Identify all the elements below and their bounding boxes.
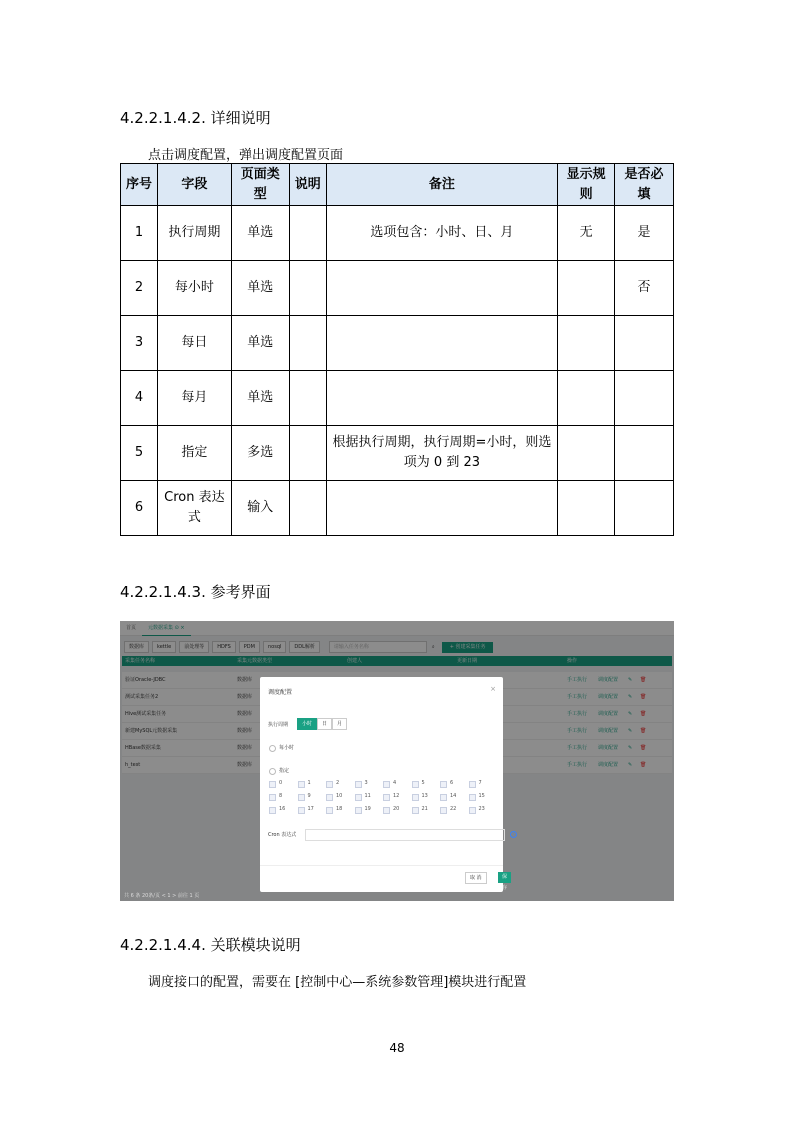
manual-run-link[interactable]: 手工执行 xyxy=(567,728,588,734)
hour-checkbox-label: 12 xyxy=(393,793,400,799)
manual-run-link[interactable]: 手工执行 xyxy=(567,711,588,717)
cell: Cron 表达式 xyxy=(157,481,231,536)
cell: 单选 xyxy=(231,206,289,261)
toolbar-button[interactable]: PDM xyxy=(239,641,260,653)
cell: 每月 xyxy=(157,371,231,426)
hour-checkbox[interactable] xyxy=(269,781,276,788)
column-header: 操作 xyxy=(567,658,578,664)
header-cell: 序号 xyxy=(121,164,158,206)
manual-run-link[interactable]: 手工执行 xyxy=(567,745,588,751)
hour-checkbox[interactable] xyxy=(469,781,476,788)
edit-icon[interactable]: ✎ xyxy=(628,694,633,700)
column-header: 采集元数据类型 xyxy=(237,658,273,664)
schedule-config-link[interactable]: 调度配置 xyxy=(598,694,619,700)
delete-icon[interactable]: 🗑 xyxy=(640,711,647,717)
task-type: 数据库 xyxy=(237,728,253,734)
page-number: 48 xyxy=(389,1041,405,1055)
hour-checkbox[interactable] xyxy=(469,794,476,801)
task-type: 数据库 xyxy=(237,694,253,700)
specify-label: 指定 xyxy=(279,768,290,774)
hour-checkbox[interactable] xyxy=(440,794,447,801)
hourly-label: 每小时 xyxy=(279,745,295,751)
hour-checkbox-label: 9 xyxy=(307,793,311,799)
hour-checkbox-label: 5 xyxy=(421,780,425,786)
hour-checkbox[interactable] xyxy=(326,807,333,814)
cell: 无 xyxy=(558,206,615,261)
task-type: 数据库 xyxy=(237,762,253,768)
cell: 多选 xyxy=(231,426,289,481)
hour-checkbox[interactable] xyxy=(298,781,305,788)
period-selector xyxy=(297,718,347,730)
tab-metadata-collection[interactable]: 元数据采集 ⊙ × xyxy=(142,621,191,636)
hour-checkbox[interactable] xyxy=(298,794,305,801)
table-row xyxy=(121,261,674,316)
hour-checkbox[interactable] xyxy=(355,781,362,788)
hour-checkbox[interactable] xyxy=(298,807,305,814)
dialog-divider xyxy=(260,865,503,866)
edit-icon[interactable]: ✎ xyxy=(628,762,633,768)
toolbar-button[interactable]: kettle xyxy=(152,641,176,653)
delete-icon[interactable]: 🗑 xyxy=(640,762,647,768)
section-heading-related: 4.2.2.1.4.4. 关联模块说明 xyxy=(120,936,301,954)
schedule-config-dialog xyxy=(260,677,515,892)
task-name: HBase数据采集 xyxy=(125,745,161,751)
cell xyxy=(289,206,326,261)
cell: 输入 xyxy=(231,481,289,536)
reference-screenshot xyxy=(120,621,674,901)
hour-checkbox-label: 2 xyxy=(336,780,340,786)
schedule-config-link[interactable]: 调度配置 xyxy=(598,745,619,751)
cell xyxy=(326,316,557,371)
task-name: 新建MySQL元数据采集 xyxy=(125,728,178,734)
toolbar-button[interactable]: DDL解析 xyxy=(289,641,320,653)
cell xyxy=(289,426,326,481)
cell: 根据执行周期，执行周期=小时，则选项为 0 到 23 xyxy=(326,426,557,481)
hour-checkbox-label: 10 xyxy=(336,793,343,799)
cell: 是 xyxy=(615,206,674,261)
hour-checkbox[interactable] xyxy=(326,781,333,788)
hour-checkbox-label: 14 xyxy=(450,793,457,799)
cell xyxy=(558,426,615,481)
cell xyxy=(615,371,674,426)
cell xyxy=(558,481,615,536)
hour-checkbox[interactable] xyxy=(412,794,419,801)
hour-checkbox-label: 18 xyxy=(336,806,343,812)
hour-checkbox[interactable] xyxy=(355,807,362,814)
delete-icon[interactable]: 🗑 xyxy=(640,728,647,734)
cell xyxy=(289,481,326,536)
hour-checkbox-label: 19 xyxy=(364,806,371,812)
tab-home[interactable]: 首页 xyxy=(126,625,137,631)
table-row xyxy=(121,371,674,426)
section-heading-detail: 4.2.2.1.4.2. 详细说明 xyxy=(120,109,271,127)
intro-text: 点击调度配置，弹出调度配置页面 xyxy=(148,148,344,163)
hour-checkbox-label: 23 xyxy=(478,806,485,812)
header-cell: 说明 xyxy=(289,164,326,206)
section-heading-reference: 4.2.2.1.4.3. 参考界面 xyxy=(120,583,271,601)
hour-checkbox-label: 13 xyxy=(421,793,428,799)
header-cell: 字段 xyxy=(157,164,231,206)
cell xyxy=(326,481,557,536)
search-icon[interactable]: ⌕ xyxy=(431,644,435,650)
hour-checkbox[interactable] xyxy=(269,794,276,801)
schedule-config-link[interactable]: 调度配置 xyxy=(598,677,619,683)
hourly-radio[interactable] xyxy=(269,745,276,752)
create-task-button[interactable]: + 创建采集任务 xyxy=(442,642,494,653)
header-cell: 是否必填 xyxy=(615,164,674,206)
specify-radio[interactable] xyxy=(269,768,276,775)
delete-icon[interactable]: 🗑 xyxy=(640,677,647,683)
hour-checkbox-label: 0 xyxy=(279,780,283,786)
manual-run-link[interactable]: 手工执行 xyxy=(567,694,588,700)
delete-icon[interactable]: 🗑 xyxy=(640,745,647,751)
hour-checkbox[interactable] xyxy=(383,807,390,814)
task-type: 数据库 xyxy=(237,677,253,683)
cell: 6 xyxy=(121,481,158,536)
cell xyxy=(289,316,326,371)
hour-checkbox[interactable] xyxy=(383,781,390,788)
cell xyxy=(558,316,615,371)
period-option-day[interactable]: 日 xyxy=(317,718,332,730)
cell: 执行周期 xyxy=(157,206,231,261)
hour-checkbox[interactable] xyxy=(440,807,447,814)
hour-checkbox[interactable] xyxy=(412,807,419,814)
period-option-month[interactable]: 月 xyxy=(332,718,347,730)
field-spec-table xyxy=(120,163,674,536)
hour-checkbox-label: 6 xyxy=(450,780,454,786)
cron-label: Cron 表达式 xyxy=(268,832,297,838)
table-row xyxy=(121,206,674,261)
toolbar-button[interactable]: HDFS xyxy=(212,641,236,653)
cell: 3 xyxy=(121,316,158,371)
edit-icon[interactable]: ✎ xyxy=(628,677,633,683)
cell: 否 xyxy=(615,261,674,316)
header-cell: 页面类型 xyxy=(231,164,289,206)
hour-checkbox-label: 21 xyxy=(421,806,428,812)
edit-icon[interactable]: ✎ xyxy=(628,745,633,751)
toolbar-button[interactable]: 前处理等 xyxy=(179,641,209,653)
dialog-title: 调度配置 xyxy=(268,689,293,696)
task-name: Hive测试采集任务 xyxy=(125,711,167,717)
toolbar-button[interactable]: 数据库 xyxy=(124,641,149,653)
table-row xyxy=(121,316,674,371)
cell: 2 xyxy=(121,261,158,316)
period-label: 执行周期 xyxy=(268,722,289,728)
pagination[interactable]: 共 6 条 20条/页 < 1 > 前往 1 页 xyxy=(124,893,200,899)
cell: 4 xyxy=(121,371,158,426)
header-cell: 备注 xyxy=(326,164,557,206)
edit-icon[interactable]: ✎ xyxy=(628,728,633,734)
task-type: 数据库 xyxy=(237,745,253,751)
hour-checkbox-label: 15 xyxy=(478,793,485,799)
hour-checkbox-label: 4 xyxy=(393,780,397,786)
hour-checkbox[interactable] xyxy=(469,807,476,814)
cell: 单选 xyxy=(231,261,289,316)
cell: 选项包含：小时、日、月 xyxy=(326,206,557,261)
related-text: 调度接口的配置，需要在 [控制中心—系统参数管理]模块进行配置 xyxy=(148,975,527,990)
column-header: 采集任务名称 xyxy=(125,658,156,664)
hour-checkbox[interactable] xyxy=(355,794,362,801)
hour-checkbox-label: 20 xyxy=(393,806,400,812)
cell xyxy=(615,316,674,371)
save-button[interactable]: 保 存 xyxy=(498,872,511,883)
cell: 1 xyxy=(121,206,158,261)
cell: 单选 xyxy=(231,316,289,371)
schedule-config-link[interactable]: 调度配置 xyxy=(598,762,619,768)
manual-run-link[interactable]: 手工执行 xyxy=(567,762,588,768)
edit-icon[interactable]: ✎ xyxy=(628,711,633,717)
cell: 每小时 xyxy=(157,261,231,316)
task-name: h_test xyxy=(125,762,141,768)
help-icon[interactable]: ? xyxy=(510,831,517,838)
cell xyxy=(558,371,615,426)
cell xyxy=(326,371,557,426)
hour-checkbox[interactable] xyxy=(326,794,333,801)
hour-checkbox[interactable] xyxy=(269,807,276,814)
cell: 每日 xyxy=(157,316,231,371)
cell xyxy=(289,371,326,426)
task-name: 验证Oracle-JDBC xyxy=(125,677,166,683)
hour-checkbox[interactable] xyxy=(412,781,419,788)
hour-checkbox-label: 3 xyxy=(364,780,368,786)
hour-checkbox-label: 22 xyxy=(450,806,457,812)
column-header[interactable]: 更新日期 xyxy=(457,658,478,664)
cell xyxy=(289,261,326,316)
hour-checkbox-label: 16 xyxy=(279,806,286,812)
cell xyxy=(615,481,674,536)
hour-checkbox-label: 17 xyxy=(307,806,314,812)
hour-checkbox[interactable] xyxy=(383,794,390,801)
delete-icon[interactable]: 🗑 xyxy=(640,694,647,700)
manual-run-link[interactable]: 手工执行 xyxy=(567,677,588,683)
cell: 5 xyxy=(121,426,158,481)
task-type: 数据库 xyxy=(237,711,253,717)
column-header: 创建人 xyxy=(347,658,363,664)
cron-input[interactable] xyxy=(305,829,505,841)
cell: 单选 xyxy=(231,371,289,426)
task-name: 测试采集任务2 xyxy=(125,694,159,700)
schedule-config-link[interactable]: 调度配置 xyxy=(598,711,619,717)
hour-checkbox[interactable] xyxy=(440,781,447,788)
hour-checkbox-label: 8 xyxy=(279,793,283,799)
hour-checkbox-label: 7 xyxy=(478,780,482,786)
toolbar-button[interactable]: nosql xyxy=(263,641,286,653)
cell xyxy=(615,426,674,481)
table-header-row xyxy=(121,164,674,206)
cell: 指定 xyxy=(157,426,231,481)
schedule-config-link[interactable]: 调度配置 xyxy=(598,728,619,734)
search-input[interactable]: 请输入任务名称 xyxy=(329,641,427,653)
table-row xyxy=(121,426,674,481)
cell xyxy=(558,261,615,316)
period-option-hour[interactable]: 小时 xyxy=(297,718,317,730)
table-row xyxy=(121,481,674,536)
header-cell: 显示规则 xyxy=(558,164,615,206)
cancel-button[interactable]: 取 消 xyxy=(465,872,487,884)
cell xyxy=(326,261,557,316)
hour-checkbox-label: 11 xyxy=(364,793,371,799)
close-icon[interactable]: × xyxy=(490,685,496,693)
hour-checkbox-label: 1 xyxy=(307,780,311,786)
